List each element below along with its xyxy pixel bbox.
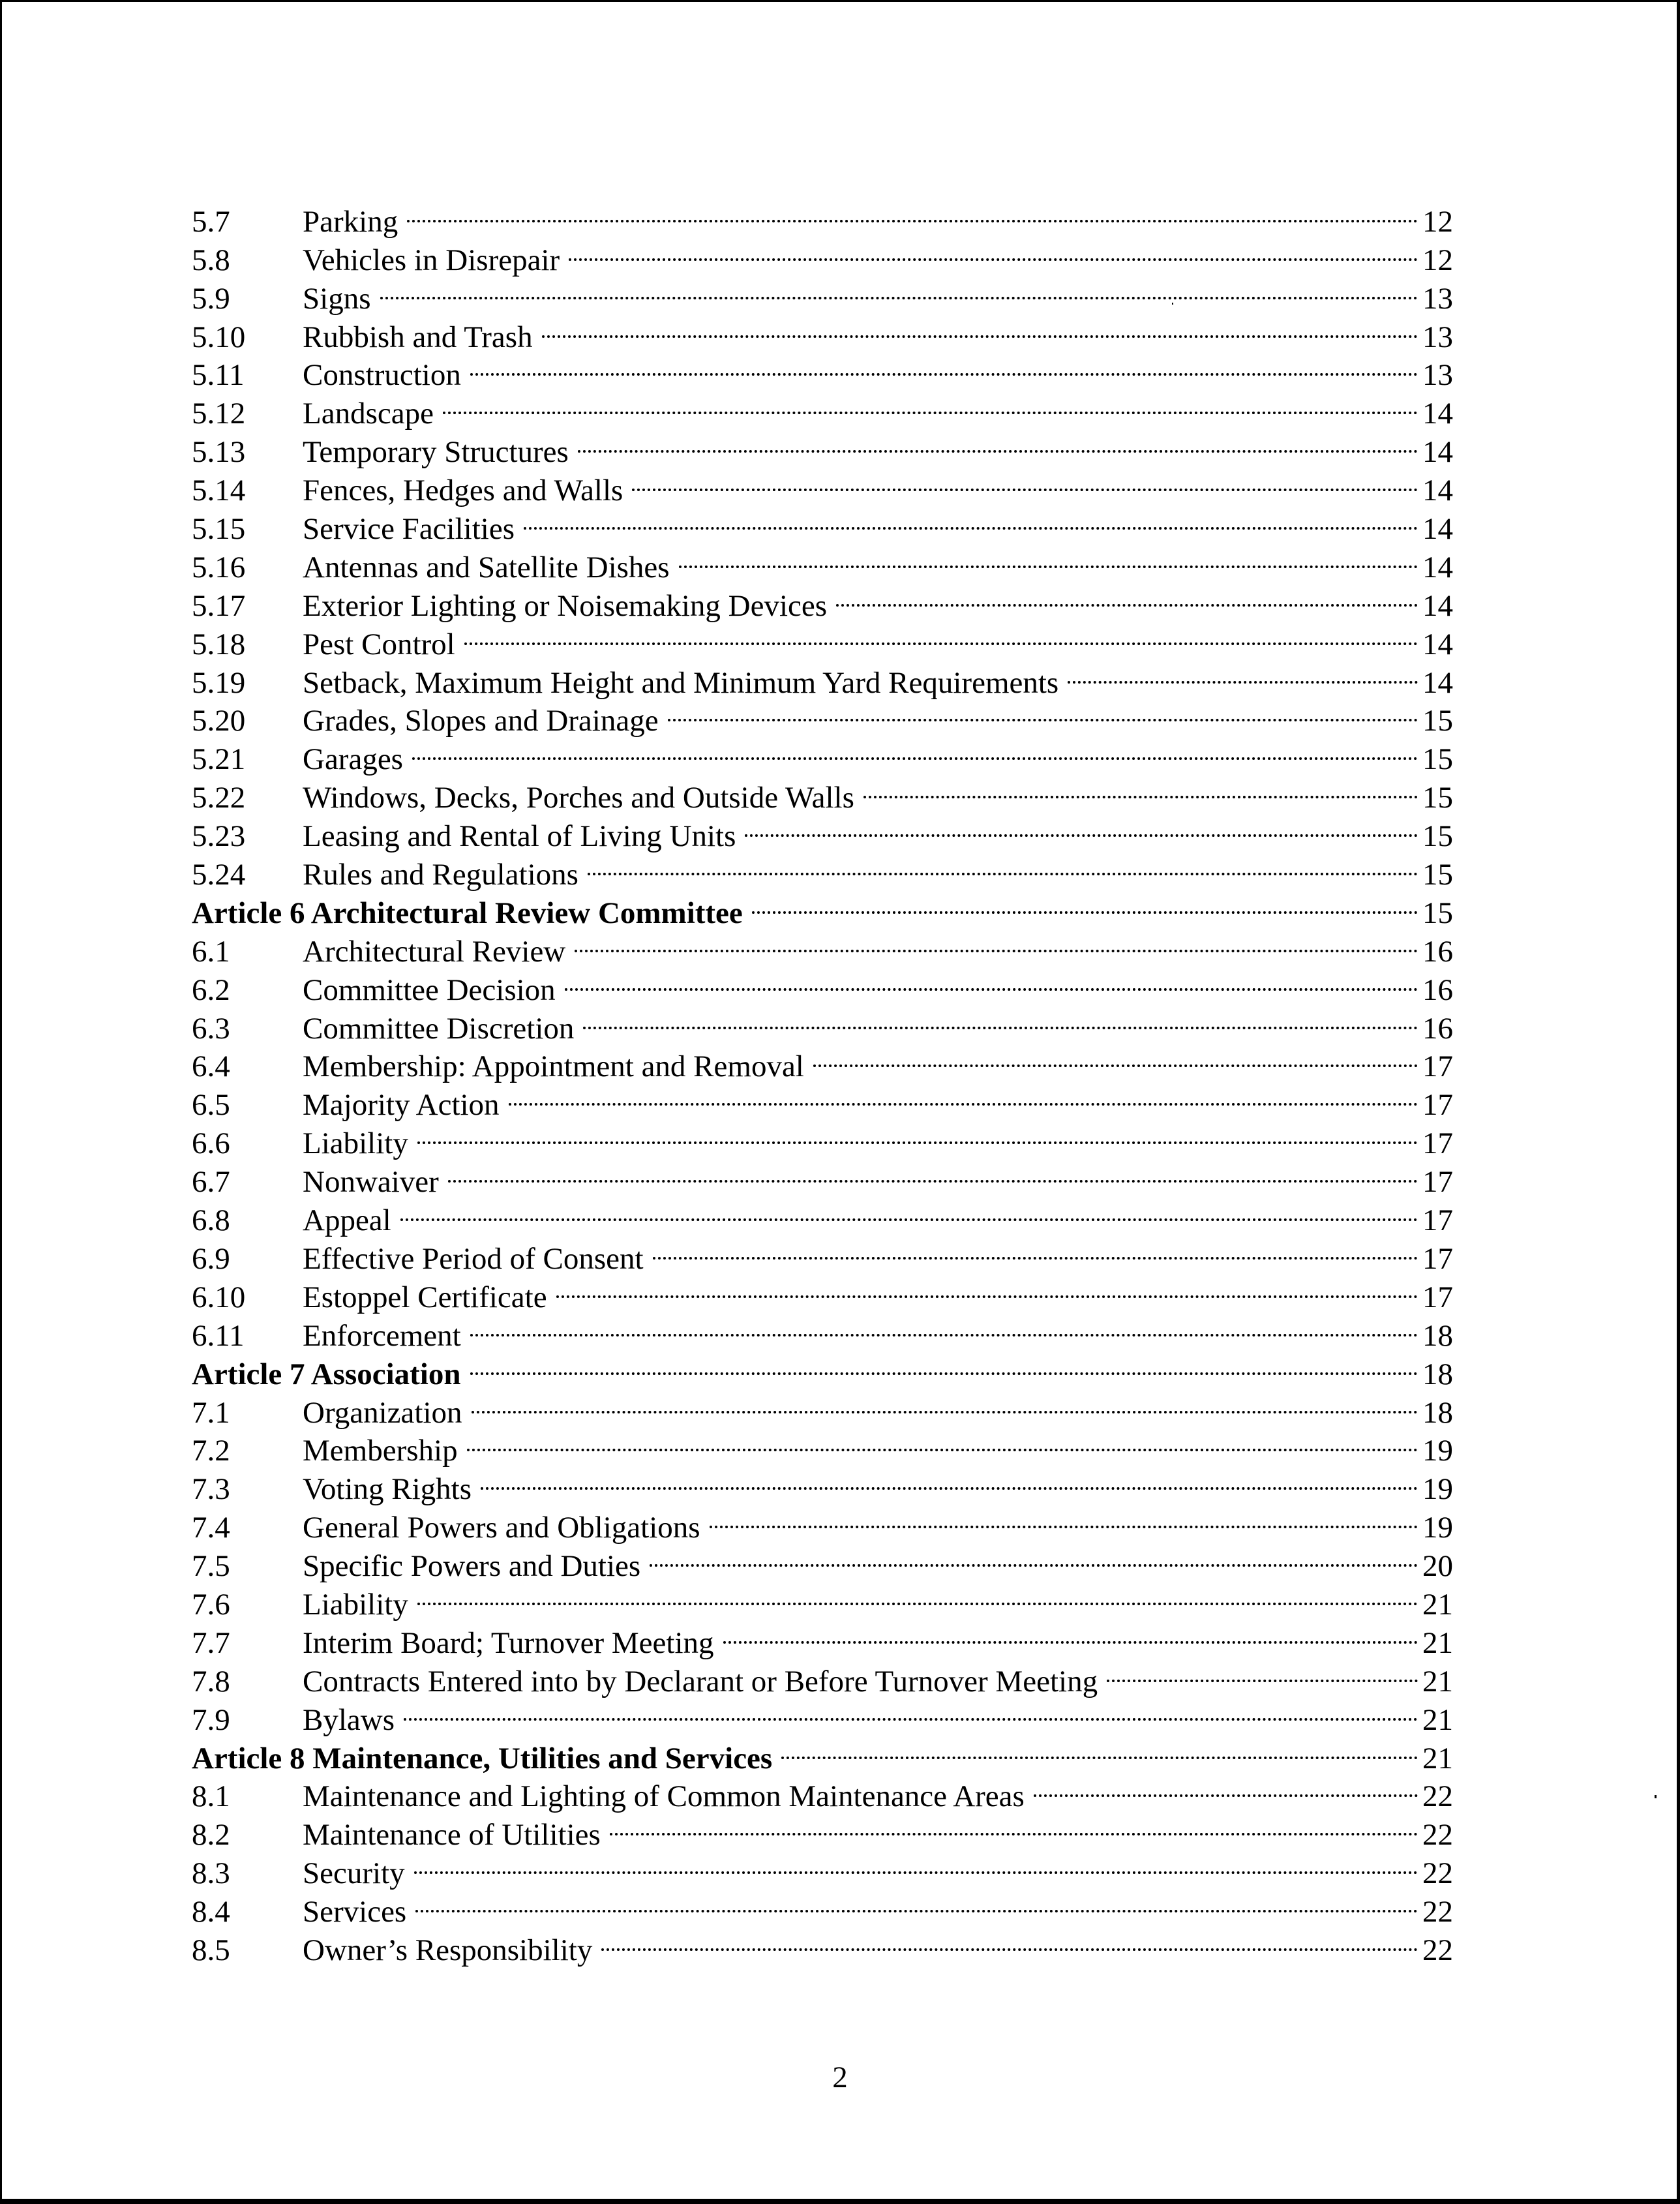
toc-entry [192,1038,1453,1084]
toc-page-number: 17 [1418,1163,1453,1201]
toc-dot-leader [556,1269,1418,1307]
toc-section-number: 7.7 [192,1625,230,1660]
toc-page-number: 22 [1418,1777,1453,1816]
toc-dot-leader [781,1730,1418,1768]
toc-section-title: Signs [303,280,380,318]
toc-section-number: 8.1 [192,1779,230,1814]
toc-page-number: 18 [1418,1355,1453,1394]
toc-dot-leader [380,270,1418,309]
toc-entry [192,500,1453,547]
toc-section-title: Services [303,1893,415,1931]
toc-section-title: Estoppel Certificate [303,1278,556,1317]
toc-dot-leader [710,1499,1418,1537]
toc-page-number: 15 [1418,817,1453,856]
toc-entry [192,270,1453,316]
toc-page-number: 15 [1418,894,1453,933]
toc-section-number: 5.12 [192,397,246,431]
toc-entry [192,1460,1453,1507]
toc-entry [192,654,1453,700]
toc-section-number: 5.22 [192,781,246,815]
toc-page-number: 21 [1418,1586,1453,1624]
toc-section-number: 6.10 [192,1280,246,1314]
toc-section-number: 7.2 [192,1434,230,1468]
toc-page-number: 14 [1418,472,1453,510]
toc-section-title: Landscape [303,395,443,433]
toc-dot-leader [601,1922,1418,1960]
toc-entry [192,961,1453,1007]
toc-section-title: Appeal [303,1201,400,1240]
toc-dot-leader [575,923,1418,961]
toc-section-title: Grades, Slopes and Drainage [303,702,668,740]
toc-dot-leader [588,846,1418,884]
toc-entry [192,616,1453,661]
page-number: 2 [832,2061,848,2094]
toc-dot-leader [578,423,1418,462]
toc-page-number: 21 [1418,1663,1453,1701]
toc-section-title: Owner’s Responsibility [303,1931,601,1970]
toc-section-title: Temporary Structures [303,433,578,472]
toc-section-title: Fences, Hedges and Walls [303,472,632,510]
toc-dot-leader [414,1845,1418,1883]
toc-entry [192,309,1453,354]
toc-page-number: 15 [1418,702,1453,740]
toc-page-number: 22 [1418,1854,1453,1893]
toc-section-number: 5.10 [192,320,246,354]
toc-page-number: 19 [1418,1509,1453,1547]
toc-section-number: 7.9 [192,1702,230,1737]
toc-dot-leader [464,616,1418,654]
toc-section-title: Voting Rights [303,1470,481,1509]
toc-entry [192,193,1453,239]
toc-section-title: Rules and Regulations [303,856,588,894]
toc-page-number: 15 [1418,779,1453,817]
toc-section-title: Interim Board; Turnover Meeting [303,1624,723,1663]
toc-section-title: Leasing and Rental of Living Units [303,817,745,856]
toc-page-number: 12 [1418,241,1453,280]
toc-dot-leader [470,347,1418,385]
toc-entry [192,923,1453,969]
toc-entry [192,423,1453,470]
toc-dot-leader [412,731,1418,769]
toc-section-title: Garages [303,740,412,779]
toc-section-number: 7.4 [192,1511,230,1545]
toc-entry [192,577,1453,623]
toc-entry [192,1614,1453,1660]
toc-page-number: 22 [1418,1893,1453,1931]
toc-dot-leader [610,1806,1418,1845]
toc-entry [192,846,1453,892]
toc-page-number: 17 [1418,1125,1453,1163]
toc-section-title: Service Facilities [303,510,524,549]
toc-section-title: Organization [303,1394,472,1432]
toc-entry [192,1576,1453,1622]
toc-entry [192,462,1453,508]
toc-section-number: 7.3 [192,1472,230,1507]
toc-section-title: Rubbish and Trash [303,318,542,357]
toc-dot-leader [1034,1768,1418,1807]
toc-page-number: 21 [1418,1740,1453,1778]
toc-section-number: 6.7 [192,1165,230,1200]
toc-section-title: Liability [303,1586,417,1624]
toc-page-number: 21 [1418,1701,1453,1740]
toc-dot-leader [400,1192,1418,1230]
toc-page-number: 20 [1418,1547,1453,1586]
toc-section-number: 7.6 [192,1587,230,1622]
table-of-contents [192,193,1453,1967]
toc-page-number: 17 [1418,1086,1453,1125]
toc-section-title: Pest Control [303,626,464,664]
toc-section-title: Membership: Appointment and Removal [303,1048,813,1086]
toc-section-title: Committee Discretion [303,1010,583,1048]
toc-section-title: Vehicles in Disrepair [303,241,569,280]
toc-section-number: 6.2 [192,973,230,1007]
toc-section-number: 5.9 [192,281,230,316]
toc-page-number: 17 [1418,1278,1453,1317]
toc-dot-leader [472,1384,1418,1423]
toc-dot-leader [542,309,1418,347]
toc-entry [192,1000,1453,1046]
toc-entry [192,1230,1453,1276]
toc-section-title: Article 7 Association [192,1355,470,1394]
toc-entry [192,347,1453,393]
toc-page-number: 12 [1418,203,1453,241]
toc-dot-leader [1107,1653,1418,1691]
toc-section-title: Article 8 Maintenance, Utilities and Services [192,1740,781,1778]
toc-dot-leader [836,577,1418,616]
toc-section-title: Security [303,1854,414,1893]
toc-dot-leader [404,1691,1418,1730]
toc-dot-leader [481,1460,1418,1499]
toc-entry [192,808,1453,854]
toc-section-number: 5.14 [192,474,246,508]
toc-page-number: 17 [1418,1201,1453,1240]
toc-section-title: Antennas and Satellite Dishes [303,549,679,587]
toc-dot-leader [653,1230,1418,1269]
toc-entry [192,1153,1453,1200]
toc-section-title: Committee Decision [303,971,565,1010]
toc-section-number: 8.5 [192,1933,230,1967]
toc-section-number: 6.3 [192,1011,230,1046]
scan-speck [1655,1795,1657,1798]
toc-dot-leader [407,193,1418,232]
toc-section-title: Contracts Entered into by Declarant or Before Turnover Meeting [303,1663,1107,1701]
toc-section-number: 6.5 [192,1088,230,1123]
toc-page-number: 17 [1418,1240,1453,1278]
toc-page-number: 19 [1418,1432,1453,1470]
toc-section-title: Liability [303,1125,417,1163]
toc-section-number: 6.4 [192,1049,230,1084]
toc-dot-leader [1068,654,1418,693]
toc-entry [192,1537,1453,1584]
toc-page-number: 19 [1418,1470,1453,1509]
toc-entry [192,385,1453,431]
toc-section-number: 5.7 [192,204,230,239]
toc-dot-leader [813,1038,1418,1077]
toc-page-number: 21 [1418,1624,1453,1663]
toc-dot-leader [565,961,1418,1000]
toc-section-number: 6.1 [192,934,230,969]
toc-entry [192,1806,1453,1852]
toc-dot-leader [679,539,1418,577]
toc-section-title: General Powers and Obligations [303,1509,710,1547]
toc-page-number: 13 [1418,356,1453,395]
toc-entry [192,1384,1453,1430]
toc-section-number: 8.2 [192,1818,230,1852]
toc-section-number: 5.11 [192,358,245,393]
toc-page-number: 16 [1418,933,1453,971]
toc-section-number: 5.16 [192,550,246,584]
toc-section-number: 7.1 [192,1395,230,1430]
toc-page-number: 18 [1418,1317,1453,1355]
toc-dot-leader [417,1576,1418,1614]
toc-section-title: Windows, Decks, Porches and Outside Walls [303,779,863,817]
toc-dot-leader [443,385,1418,423]
toc-section-number: 5.20 [192,704,246,738]
toc-entry [192,1883,1453,1929]
toc-section-title: Article 6 Architectural Review Committee [192,894,752,933]
toc-dot-leader [569,232,1418,270]
toc-dot-leader [509,1076,1418,1115]
toc-dot-leader [583,1000,1418,1038]
toc-entry [192,1269,1453,1314]
toc-dot-leader [524,500,1418,539]
toc-dot-leader [745,808,1418,846]
toc-section-number: 5.18 [192,627,246,661]
toc-section-number: 6.6 [192,1126,230,1161]
toc-section-number: 5.8 [192,243,230,277]
scan-speck [1172,303,1173,305]
toc-entry [192,1768,1453,1814]
toc-page-number: 17 [1418,1048,1453,1086]
toc-section-title: Architectural Review [303,933,575,971]
toc-page-number: 14 [1418,664,1453,702]
toc-dot-leader [415,1883,1418,1922]
toc-dot-leader [470,1346,1418,1384]
toc-page-number: 14 [1418,549,1453,587]
toc-section-number: 7.5 [192,1549,230,1584]
toc-entry [192,1192,1453,1238]
toc-entry [192,693,1453,738]
toc-page-number: 16 [1418,1010,1453,1048]
toc-entry [192,1423,1453,1468]
toc-page-number: 14 [1418,626,1453,664]
toc-section-title: Maintenance and Lighting of Common Maintenance Areas [303,1777,1034,1816]
toc-entry [192,1115,1453,1161]
toc-section-title: Effective Period of Consent [303,1240,653,1278]
toc-section-number: 5.13 [192,435,246,470]
toc-section-number: 5.23 [192,819,246,854]
toc-section-title: Bylaws [303,1701,404,1740]
toc-article-heading [192,884,1453,930]
toc-page-number: 22 [1418,1816,1453,1854]
toc-dot-leader [668,693,1418,731]
toc-article-heading [192,1730,1453,1775]
toc-section-number: 5.19 [192,665,246,700]
toc-dot-leader [752,884,1418,923]
toc-entry [192,769,1453,815]
toc-section-title: Specific Powers and Duties [303,1547,650,1586]
toc-entry [192,1307,1453,1353]
toc-page-number: 22 [1418,1931,1453,1970]
toc-section-number: 6.8 [192,1203,230,1238]
toc-page-number: 14 [1418,433,1453,472]
toc-entry [192,1653,1453,1698]
toc-section-number: 7.8 [192,1664,230,1698]
toc-dot-leader [470,1307,1418,1346]
toc-entry [192,1691,1453,1737]
toc-section-number: 6.9 [192,1241,230,1276]
toc-page-number: 14 [1418,587,1453,626]
toc-section-title: Exterior Lighting or Noisemaking Devices [303,587,836,626]
toc-page-number: 13 [1418,280,1453,318]
toc-entry [192,731,1453,777]
toc-page-number: 14 [1418,510,1453,549]
toc-entry [192,539,1453,584]
toc-dot-leader [448,1153,1418,1192]
toc-dot-leader [417,1115,1418,1153]
toc-section-number: 5.24 [192,858,246,892]
toc-section-title: Maintenance of Utilities [303,1816,610,1854]
toc-section-number: 5.17 [192,588,246,623]
toc-page-number: 15 [1418,856,1453,894]
toc-section-title: Enforcement [303,1317,470,1355]
toc-entry [192,1076,1453,1123]
toc-page-number: 13 [1418,318,1453,357]
toc-entry [192,1845,1453,1891]
toc-section-number: 6.11 [192,1318,245,1353]
toc-section-title: Majority Action [303,1086,509,1125]
toc-page-number: 16 [1418,971,1453,1010]
toc-dot-leader [650,1537,1418,1576]
toc-section-number: 8.4 [192,1895,230,1929]
toc-section-title: Membership [303,1432,467,1470]
toc-page-number: 14 [1418,395,1453,433]
toc-section-number: 5.21 [192,742,246,777]
toc-section-number: 5.15 [192,512,246,547]
toc-dot-leader [863,769,1418,808]
toc-dot-leader [723,1614,1418,1653]
toc-page-number: 15 [1418,740,1453,779]
toc-section-title: Setback, Maximum Height and Minimum Yard Requirements [303,664,1068,702]
toc-entry [192,1922,1453,1967]
toc-entry [192,232,1453,277]
toc-dot-leader [467,1423,1418,1461]
toc-entry [192,1499,1453,1545]
toc-section-title: Nonwaiver [303,1163,448,1201]
toc-section-title: Construction [303,356,470,395]
toc-page-number: 18 [1418,1394,1453,1432]
toc-section-number: 8.3 [192,1856,230,1891]
toc-section-title: Parking [303,203,407,241]
toc-article-heading [192,1346,1453,1391]
toc-dot-leader [632,462,1418,500]
